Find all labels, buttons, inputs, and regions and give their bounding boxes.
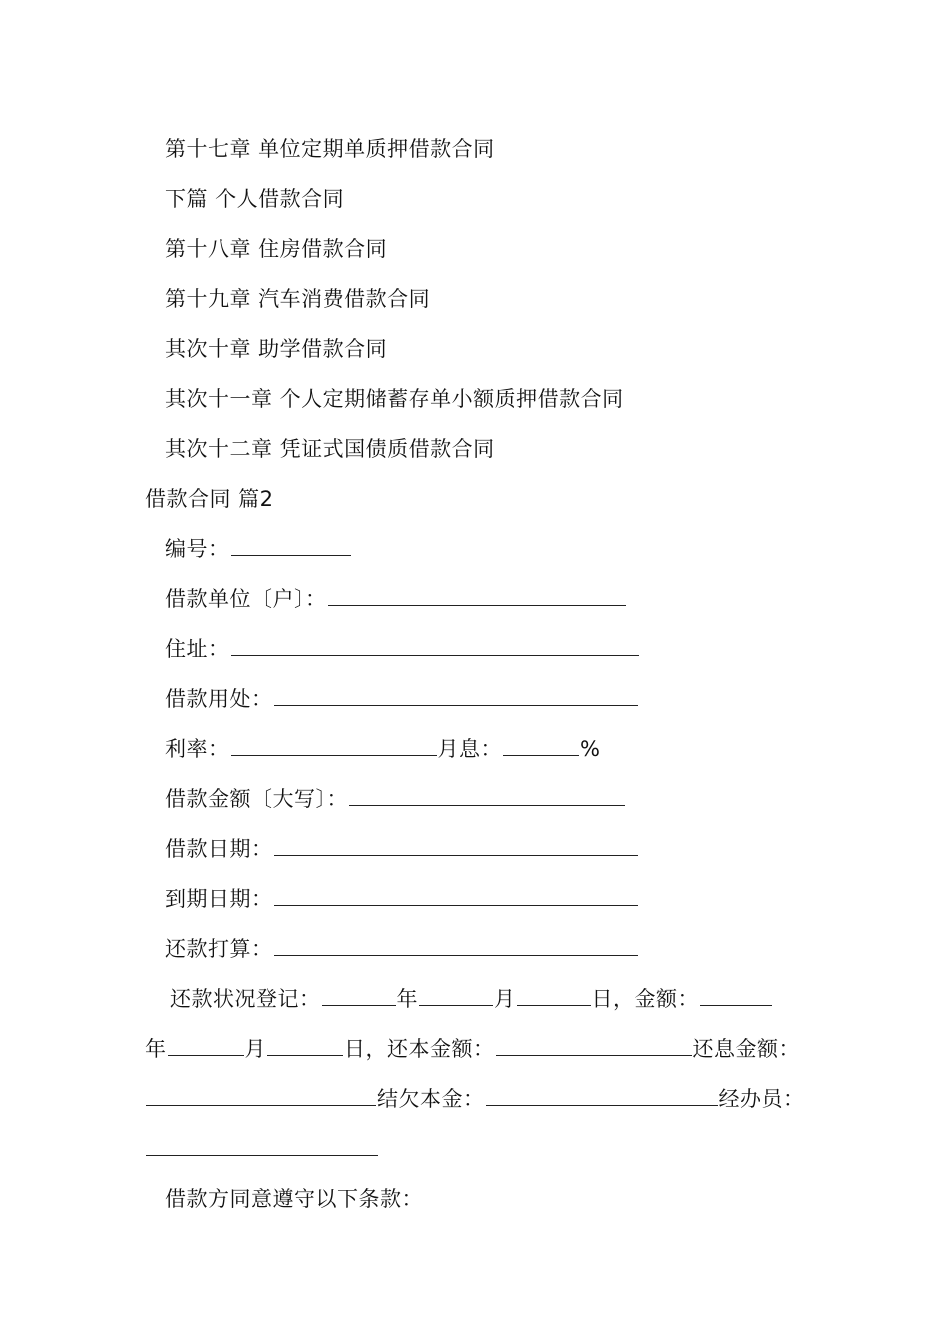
repayment-handler-label: 经办员：	[718, 1087, 805, 1111]
toc-chapter-21: 其次十一章 个人定期储蓄存单小额质押借款合同	[165, 387, 624, 411]
field-loan-date-label: 借款日期：	[165, 837, 273, 861]
repayment-month-blank-2	[267, 1035, 343, 1056]
toc-chapter-20: 其次十章 助学借款合同	[165, 337, 388, 361]
field-rate-label: 利率：	[165, 737, 230, 761]
field-monthly-interest-label: 月息：	[437, 737, 502, 761]
repayment-month-label: 月	[494, 987, 516, 1011]
toc-chapter-18: 第十八章 住房借款合同	[165, 237, 388, 261]
field-rate	[165, 734, 600, 764]
repayment-record-line-3	[145, 1084, 805, 1114]
repayment-record-label: 还款状况登记：	[170, 987, 321, 1011]
repayment-year-blank	[322, 985, 396, 1006]
repayment-record-line-4	[145, 1134, 379, 1164]
repayment-month-blank	[419, 985, 493, 1006]
field-amount-label: 借款金额〔大写〕：	[165, 787, 348, 811]
repayment-record-line-2	[145, 1034, 800, 1064]
field-number-label: 编号：	[165, 537, 230, 561]
field-due-date-label: 到期日期：	[165, 887, 273, 911]
field-repay-plan	[165, 934, 639, 964]
field-loan-date	[165, 834, 639, 864]
field-purpose	[165, 684, 639, 714]
repayment-principal-blank	[496, 1035, 692, 1056]
field-purpose-label: 借款用处：	[165, 687, 273, 711]
toc-chapter-22: 其次十二章 凭证式国债质借款合同	[165, 437, 495, 461]
field-rate-blank	[231, 735, 437, 756]
repayment-balance-blank	[486, 1085, 718, 1106]
repayment-handler-blank	[146, 1135, 378, 1156]
repayment-year-blank-2	[168, 1035, 244, 1056]
field-due-date	[165, 884, 639, 914]
repayment-day-blank	[517, 985, 591, 1006]
repayment-principal-label: 日，还本金额：	[344, 1037, 495, 1061]
field-number-blank	[231, 535, 351, 556]
field-number	[165, 534, 352, 564]
field-purpose-blank	[274, 685, 638, 706]
toc-chapter-17: 第十七章 单位定期单质押借款合同	[165, 137, 495, 161]
toc-chapter-19: 第十九章 汽车消费借款合同	[165, 287, 431, 311]
repayment-year-label: 年	[396, 987, 418, 1011]
field-monthly-interest-blank	[503, 735, 579, 756]
toc-part-personal: 下篇 个人借款合同	[165, 187, 345, 211]
field-borrower-label: 借款单位〔户〕：	[165, 587, 327, 611]
field-repay-plan-blank	[274, 935, 638, 956]
repayment-record-line-1	[170, 984, 773, 1014]
field-borrower-blank	[328, 585, 626, 606]
field-address	[165, 634, 640, 664]
repayment-year-label-2: 年	[145, 1037, 167, 1061]
field-amount-blank	[349, 785, 625, 806]
repayment-amount-label: 日，金额：	[591, 987, 699, 1011]
field-due-date-blank	[274, 885, 638, 906]
field-percent-sign: %	[580, 737, 601, 761]
field-address-label: 住址：	[165, 637, 230, 661]
field-address-blank	[231, 635, 639, 656]
repayment-interest-blank	[146, 1085, 376, 1106]
repayment-interest-label: 还息金额：	[692, 1037, 800, 1061]
closing-clause: 借款方同意遵守以下条款：	[165, 1187, 423, 1211]
repayment-balance-label: 结欠本金：	[377, 1087, 485, 1111]
field-borrower	[165, 584, 627, 614]
field-loan-date-blank	[274, 835, 638, 856]
field-amount	[165, 784, 626, 814]
repayment-amount-blank	[700, 985, 772, 1006]
section-title: 借款合同 篇2	[145, 487, 274, 511]
field-repay-plan-label: 还款打算：	[165, 937, 273, 961]
repayment-month-label-2: 月	[244, 1037, 266, 1061]
